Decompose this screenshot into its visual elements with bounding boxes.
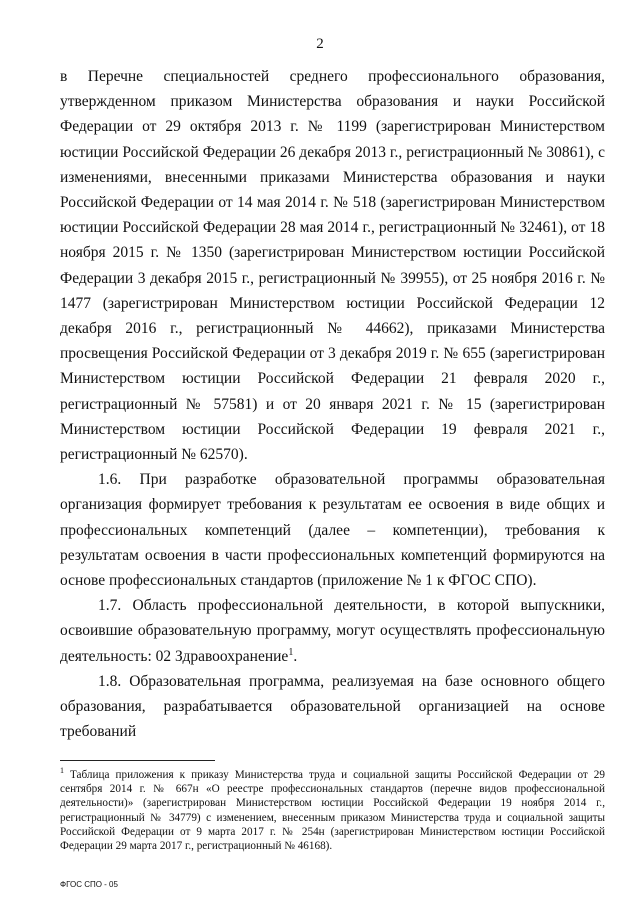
- footnote-reference[interactable]: 1: [288, 646, 294, 658]
- paragraph-1-7-text: 1.7. Область профессиональной деятельности, в которой выпускники, освоившие образовательную программу, могут осуществлять профессиональную деятельность: 02 Здравоохранение: [60, 597, 605, 665]
- footnote-divider: [60, 760, 215, 761]
- paragraph-1-8: 1.8. Образовательная программа, реализуемая на базе основного общего образования, разрабатывается образовательной организацией на основе требований: [60, 672, 605, 741]
- paragraph-1-6: 1.6. При разработке образовательной программы образовательная организация формирует требования к результатам ее освоения в виде общих и профессиональных компетенций (далее – компетенции), требования к результатам освоения в части профессиональных компетенций формируются на основе профессиональных стандартов (приложение № 1 к ФГОС СПО).: [60, 471, 605, 590]
- paragraph-continuation: в Перечне специальностей среднего профессионального образования, утвержденном приказом Министерства образования и науки Российской Федерации от 29 октября 2013 г. № 1199 (зарегистрирован Министерством юстиции Российской Федерации 26 декабря 2013 г., регистрационный № 30861), с изменениями, внесенными приказами Министерства образования и науки Российской Федерации от 14 мая 2014 г. № 518 (зарегистрирован Министерством юстиции Российской Федерации 28 мая 2014 г., регистрационный № 32461), от 18 ноября 2015 г. № 1350 (зарегистрирован Министерством юстиции Российской Федерации 3 декабря 2015 г., регистрационный № 39955), от 25 ноября 2016 г. № 1477 (зарегистрирован Министерством юстиции Российской Федерации 12 декабря 2016 г., регистрационный № 44662), приказами Министерства просвещения Российской Федерации от 3 декабря 2019 г. № 655 (зарегистрирован Министерством юстиции Российской Федерации 21 февраля 2020 г., регистрационный № 57581) и от 20 января 2021 г. № 15 (зарегистрирован Министерством юстиции Российской Федерации 19 февраля 2021 г., регистрационный № 62570).: [60, 68, 605, 464]
- document-code: ФГОС СПО - 05: [60, 880, 118, 889]
- paragraph-1-7: 1.7. Область профессиональной деятельности, в которой выпускники, освоившие образовательную программу, могут осуществлять профессиональную деятельность: 02 Здравоохранение$^1$.: [60, 597, 605, 665]
- footnote: [60, 768, 605, 853]
- footnote-text: Таблица приложения к приказу Министерства труда и социальной защиты Российской Федерации от 29 сентября 2014 г. № 667н «О реестре профессиональных стандартов (перечне видов профессиональной деятельности)» (зарегистрирован Министерством юстиции Российской Федерации 19 ноября 2014 г., регистрационный № 34779) с изменением, внесенным приказом Министерства труда и социальной защиты Российской Федерации от 9 марта 2017 г. № 254н (зарегистрирован Министерством юстиции Российской Федерации 29 марта 2017 г., регистрационный № 46168).: [60, 769, 605, 853]
- main-text: [60, 64, 605, 744]
- page-number: 2: [316, 36, 324, 52]
- footnote-mark: 1: [60, 766, 64, 776]
